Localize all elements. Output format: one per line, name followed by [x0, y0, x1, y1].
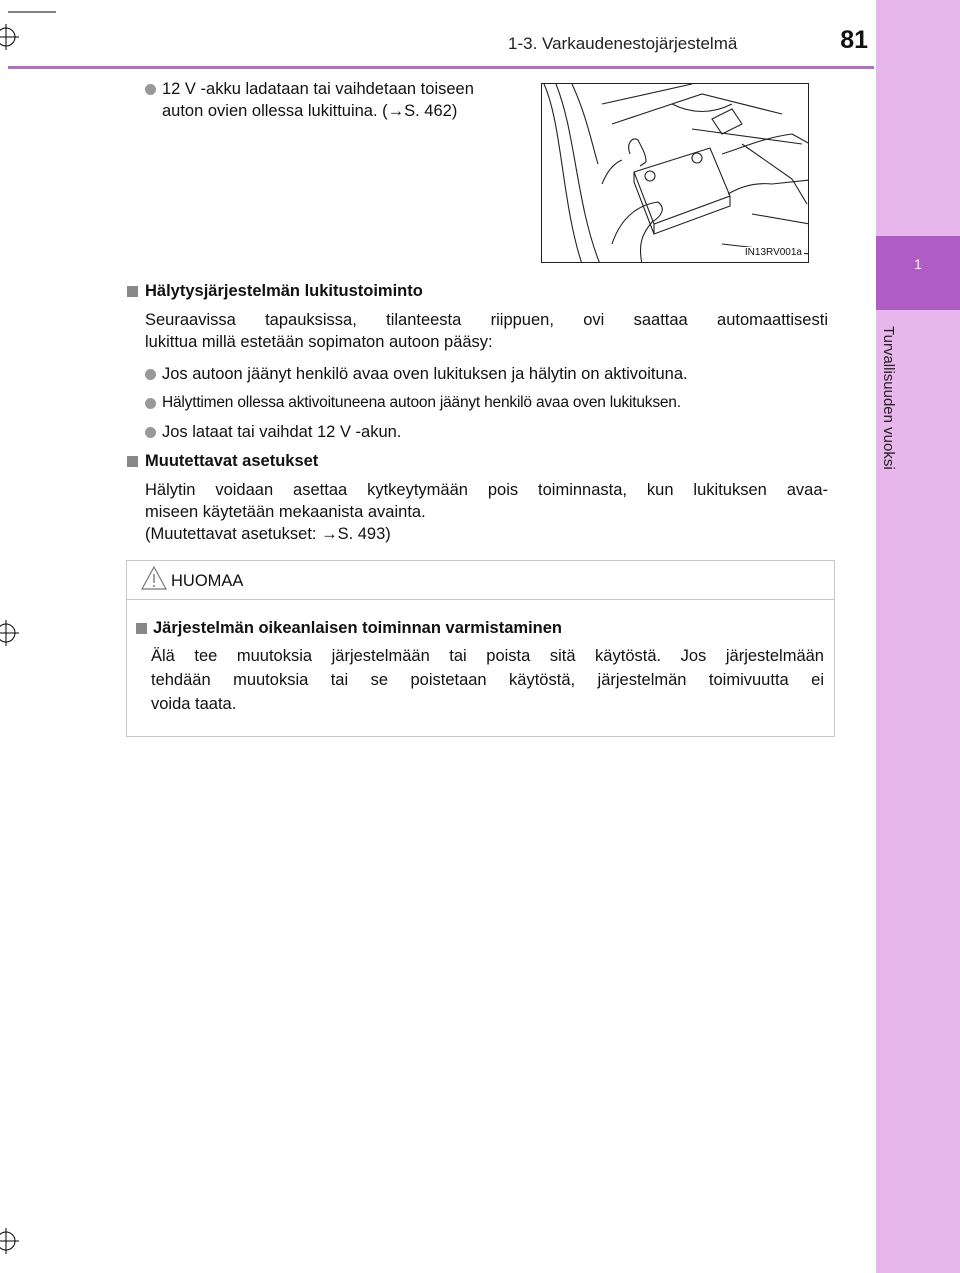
section1-bullet-3: Jos lataat tai vaihdat 12 V -akun.	[162, 423, 402, 441]
section2-line-3: (Muutettavat asetukset: →S. 493)	[145, 525, 391, 543]
section-marker-icon	[127, 456, 138, 467]
notice-line-1: Älä tee muutoksia järjestelmään tai poista sitä käytöstä. Jos järjestelmään	[151, 647, 824, 665]
section-marker-icon	[127, 286, 138, 297]
chapter-side-tab	[876, 0, 960, 1273]
section1-heading: Hälytysjärjestelmän lukitustoiminto	[145, 282, 423, 300]
registration-mark-icon	[0, 1228, 19, 1254]
bullet-icon	[145, 369, 156, 380]
notice-heading: Järjestelmän oikeanlaisen toiminnan varmistaminen	[153, 619, 562, 637]
section1-bullet-2: Hälyttimen ollessa aktivoituneena autoon jäänyt henkilö avaa oven lukituksen.	[162, 394, 681, 411]
notice-line-2: tehdään muutoksia tai se poistetaan käytöstä, järjestelmän toimivuutta ei	[151, 671, 824, 689]
notice-label: HUOMAA	[171, 572, 244, 590]
battery-illustration	[541, 83, 809, 263]
section2-heading: Muutettavat asetukset	[145, 452, 319, 470]
battery-replacement-drawing	[542, 84, 809, 263]
figure-code: IN13RV001a	[744, 247, 802, 258]
registration-mark-icon	[0, 620, 19, 646]
bullet-icon	[145, 398, 156, 409]
intro-bullet-line-1: 12 V -akku ladataan tai vaihdetaan toiseen	[162, 80, 474, 98]
registration-mark-icon	[8, 8, 56, 16]
warning-triangle-icon	[141, 565, 167, 591]
chapter-title: Turvallisuuden vuoksi	[880, 326, 897, 470]
notice-line-3: voida taata.	[151, 695, 237, 713]
page-number: 81	[840, 26, 868, 54]
registration-mark-icon	[0, 24, 19, 50]
notice-header	[127, 561, 834, 600]
section2-line-2: miseen käytetään mekaanista avainta.	[145, 503, 426, 521]
section-marker-icon	[136, 623, 147, 634]
section1-paragraph-line-2: lukittua millä estetään sopimaton autoon pääsy:	[145, 333, 493, 351]
section1-bullet-1: Jos autoon jäänyt henkilö avaa oven lukituksen ja hälytin on aktivoituna.	[162, 365, 688, 383]
section-title: 1-3. Varkaudenestojärjestelmä	[508, 34, 738, 53]
bullet-icon	[145, 84, 156, 95]
bullet-icon	[145, 427, 156, 438]
chapter-number: 1	[914, 256, 922, 272]
chapter-number-box	[876, 236, 960, 310]
section1-paragraph-line-1: Seuraavissa tapauksissa, tilanteesta riippuen, ovi saattaa automaattisesti	[145, 311, 828, 329]
intro-bullet-line-2: auton ovien ollessa lukittuina. (→S. 462)	[162, 102, 458, 120]
header-divider	[8, 66, 874, 69]
section2-line-1: Hälytin voidaan asettaa kytkeytymään pois toiminnasta, kun lukituksen avaa-	[145, 481, 828, 499]
chapter-title-vertical	[880, 326, 911, 516]
